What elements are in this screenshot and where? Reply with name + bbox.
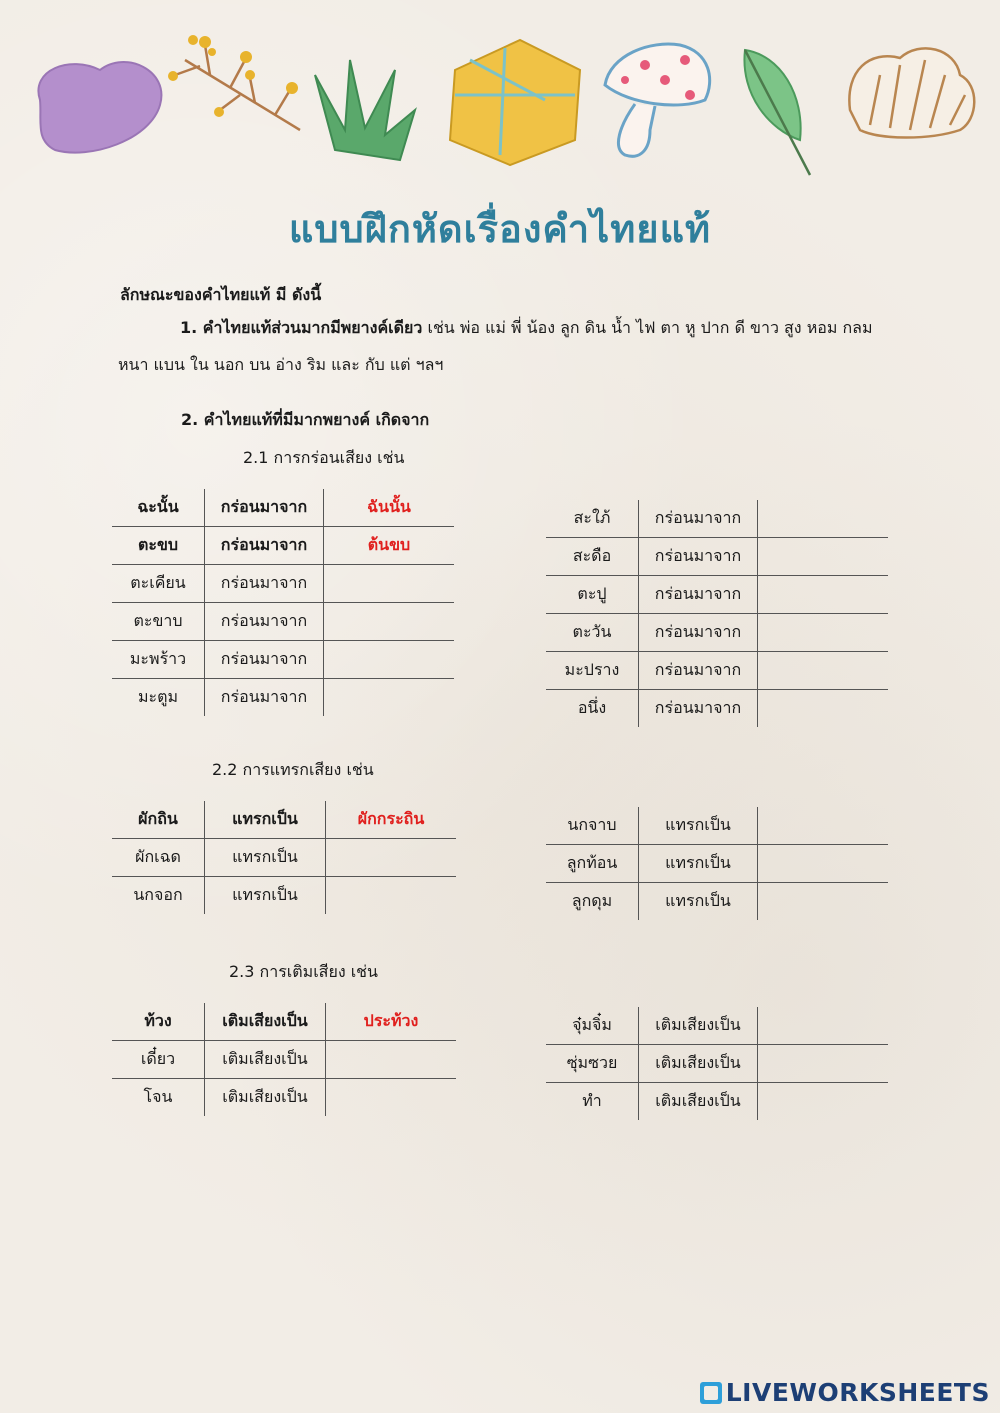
verb-cell: เติมเสียงเป็น [639, 1045, 758, 1083]
table-row [546, 883, 888, 921]
word-cell: มะตูม [112, 679, 205, 717]
table-row [112, 1003, 456, 1041]
header-illustrations [0, 0, 1000, 190]
grass-icon [315, 60, 415, 160]
answer-cell[interactable] [758, 500, 889, 538]
answer-cell[interactable] [758, 883, 889, 921]
word-cell: ตะปู [546, 576, 639, 614]
word-cell: เดี๋ยว [112, 1041, 205, 1079]
word-cell: ลูกท้อน [546, 845, 639, 883]
answer-cell[interactable] [326, 1079, 457, 1117]
word-cell: ตะเคียน [112, 565, 205, 603]
verb-cell: เติมเสียงเป็น [205, 1041, 326, 1079]
section-2-2-heading: 2.2 การแทรกเสียง เช่น [212, 760, 374, 779]
table-row [112, 603, 454, 641]
answer-cell[interactable] [758, 1083, 889, 1121]
table-row [112, 489, 454, 527]
answer-cell[interactable] [326, 1041, 457, 1079]
table-2-3-left [112, 1003, 456, 1116]
word-cell: นกจาบ [546, 807, 639, 845]
verb-cell: กร่อนมาจาก [639, 500, 758, 538]
word-cell: ซุ่มซวย [546, 1045, 639, 1083]
answer-cell[interactable] [758, 576, 889, 614]
shell-icon [849, 48, 974, 137]
answer-cell[interactable] [324, 679, 455, 717]
verb-cell: กร่อนมาจาก [639, 690, 758, 728]
point-1-lead: 1. คำไทยแท้ส่วนมากมีพยางค์เดียว [180, 318, 423, 337]
answer-cell[interactable]: ประท้วง [363, 1011, 419, 1030]
table-row [546, 652, 888, 690]
table-row [546, 807, 888, 845]
word-cell: สะใภ้ [546, 500, 639, 538]
page-title: แบบฝึกหัดเรื่องคำไทยแท้ [288, 207, 712, 251]
verb-cell: กร่อนมาจาก [205, 565, 324, 603]
verb-cell: แทรกเป็น [205, 801, 326, 839]
table-row [546, 614, 888, 652]
table-row [112, 679, 454, 717]
table-row [546, 500, 888, 538]
verb-cell: กร่อนมาจาก [639, 538, 758, 576]
table-row [546, 538, 888, 576]
table-row [546, 1083, 888, 1121]
word-cell: ทำ [546, 1083, 639, 1121]
answer-cell[interactable] [324, 565, 455, 603]
answer-cell[interactable]: ต้นขบ [324, 527, 455, 565]
answer-cell[interactable] [758, 845, 889, 883]
word-cell: มะพร้าว [112, 641, 205, 679]
word-cell: ฉะนั้น [112, 489, 205, 527]
word-cell: ผักเฉด [112, 839, 205, 877]
table-row [112, 801, 456, 839]
answer-cell[interactable]: ฉันนั้น [367, 497, 411, 516]
section-2-3-heading: 2.3 การเติมเสียง เช่น [229, 962, 378, 981]
gift-box-icon [450, 40, 580, 165]
word-cell: ตะขาบ [112, 603, 205, 641]
word-cell: ตะขบ [112, 527, 205, 565]
point-1-text: เช่น พ่อ แม่ พี่ น้อง ลูก ดิน น้ำ ไฟ ตา หู ปาก ดี ขาว สูง หอม กลม หนา แบน ใน นอก บน อ่าง ริม และ กับ แต่ ฯลฯ [118, 318, 873, 374]
table-2-1-right [546, 500, 888, 727]
verb-cell: เติมเสียงเป็น [639, 1007, 758, 1045]
verb-cell: กร่อนมาจาก [639, 576, 758, 614]
word-cell: ท้วง [112, 1003, 205, 1041]
verb-cell: กร่อนมาจาก [639, 652, 758, 690]
liveworksheets-logo[interactable]: LIVEWORKSHEETS [700, 1378, 990, 1407]
verb-cell: เติมเสียงเป็น [639, 1083, 758, 1121]
point-2-heading: 2. คำไทยแท้ที่มีมากพยางค์ เกิดจาก [181, 410, 430, 429]
table-row [112, 1079, 456, 1117]
verb-cell: กร่อนมาจาก [205, 489, 324, 527]
table-2-1-left [112, 489, 454, 716]
answer-cell[interactable] [326, 839, 457, 877]
table-2-3-right [546, 1007, 888, 1120]
answer-cell[interactable] [758, 690, 889, 728]
answer-cell[interactable] [324, 603, 455, 641]
verb-cell: แทรกเป็น [639, 845, 758, 883]
leaf-icon [744, 50, 810, 175]
answer-cell[interactable] [758, 614, 889, 652]
word-cell: ผักถิน [112, 801, 205, 839]
table-row [546, 1007, 888, 1045]
table-row [546, 845, 888, 883]
verb-cell: เติมเสียงเป็น [205, 1003, 326, 1041]
answer-cell[interactable] [758, 1045, 889, 1083]
table-row [546, 690, 888, 728]
table-row [546, 1045, 888, 1083]
table-2-2-left [112, 801, 456, 914]
table-row [112, 1041, 456, 1079]
verb-cell: กร่อนมาจาก [205, 527, 324, 565]
answer-cell[interactable] [758, 1007, 889, 1045]
verb-cell: แทรกเป็น [205, 877, 326, 915]
word-cell: มะปราง [546, 652, 639, 690]
mushroom-icon [605, 44, 710, 156]
word-cell: ตะวัน [546, 614, 639, 652]
table-row [112, 839, 456, 877]
verb-cell: แทรกเป็น [205, 839, 326, 877]
word-cell: นกจอก [112, 877, 205, 915]
purple-heart-icon [38, 62, 161, 153]
table-row [112, 641, 454, 679]
answer-cell[interactable] [326, 877, 457, 915]
section-2-1-heading: 2.1 การกร่อนเสียง เช่น [243, 448, 405, 467]
table-row [112, 877, 456, 915]
point-1-paragraph [118, 309, 878, 383]
answer-cell[interactable] [758, 807, 889, 845]
table-row [546, 576, 888, 614]
table-row [112, 565, 454, 603]
table-2-2-right [546, 807, 888, 920]
verb-cell: กร่อนมาจาก [639, 614, 758, 652]
word-cell: โจน [112, 1079, 205, 1117]
verb-cell: เติมเสียงเป็น [205, 1079, 326, 1117]
verb-cell: กร่อนมาจาก [205, 641, 324, 679]
word-cell: ลูกดุม [546, 883, 639, 921]
verb-cell: แทรกเป็น [639, 807, 758, 845]
verb-cell: กร่อนมาจาก [205, 679, 324, 717]
verb-cell: กร่อนมาจาก [205, 603, 324, 641]
word-cell: สะดือ [546, 538, 639, 576]
berry-branch-icon [175, 45, 300, 130]
liveworksheets-icon [700, 1382, 722, 1404]
verb-cell: แทรกเป็น [639, 883, 758, 921]
word-cell: จุ๋มจิ๋ม [546, 1007, 639, 1045]
table-row [112, 527, 454, 565]
answer-cell[interactable] [758, 538, 889, 576]
answer-cell[interactable] [758, 652, 889, 690]
word-cell: อนึ่ง [546, 690, 639, 728]
intro-heading: ลักษณะของคำไทยแท้ มี ดังนี้ [120, 285, 322, 304]
answer-cell[interactable] [324, 641, 455, 679]
answer-cell[interactable]: ผักกระถิน [357, 809, 425, 828]
